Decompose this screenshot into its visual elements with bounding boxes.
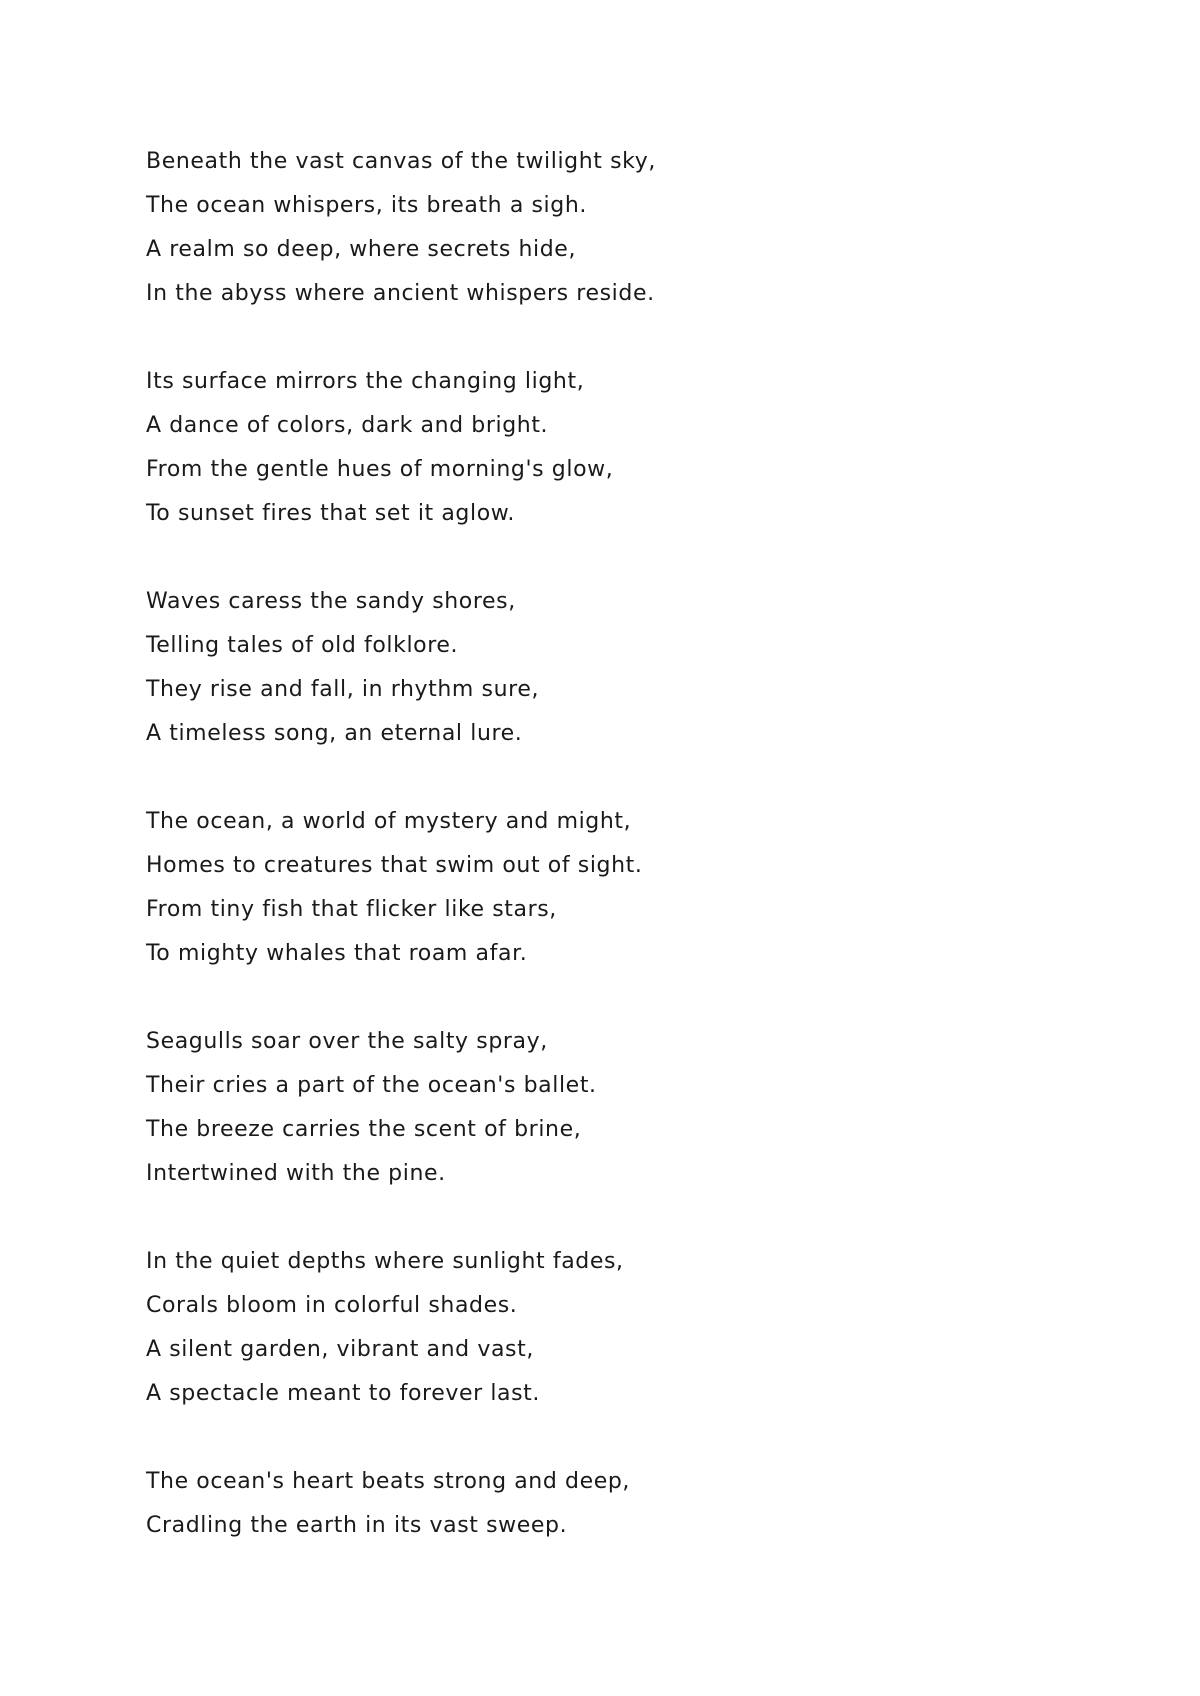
poem-line: Seagulls soar over the salty spray, — [146, 1029, 548, 1054]
poem-line: A timeless song, an eternal lure. — [146, 721, 523, 746]
poem-line: Telling tales of old folklore. — [146, 633, 459, 658]
poem-line: Their cries a part of the ocean's ballet. — [146, 1073, 597, 1098]
poem-line: A realm so deep, where secrets hide, — [146, 237, 577, 262]
stanza-2 — [146, 360, 1106, 536]
poem-line: Corals bloom in colorful shades. — [146, 1293, 518, 1318]
stanza-1 — [146, 140, 1106, 316]
stanza-6 — [146, 1240, 1106, 1416]
poem-line: From the gentle hues of morning's glow, — [146, 457, 614, 482]
poem-line: Cradling the earth in its vast sweep. — [146, 1513, 568, 1538]
poem-line: In the abyss where ancient whispers reside. — [146, 281, 655, 306]
poem-line: Homes to creatures that swim out of sight. — [146, 853, 643, 878]
poem-line: The ocean's heart beats strong and deep, — [146, 1469, 631, 1494]
poem-line: Waves caress the sandy shores, — [146, 589, 516, 614]
poem-line: To mighty whales that roam afar. — [146, 941, 528, 966]
poem-line: A silent garden, vibrant and vast, — [146, 1337, 534, 1362]
poem-line: The ocean, a world of mystery and might, — [146, 809, 632, 834]
stanza-7 — [146, 1460, 1106, 1548]
poem-line: A dance of colors, dark and bright. — [146, 413, 549, 438]
poem-line: Intertwined with the pine. — [146, 1161, 446, 1186]
poem-line: They rise and fall, in rhythm sure, — [146, 677, 540, 702]
poem-line: Beneath the vast canvas of the twilight sky, — [146, 149, 656, 174]
stanza-5 — [146, 1020, 1106, 1196]
poem-line: In the quiet depths where sunlight fades, — [146, 1249, 624, 1274]
poem-line: The breeze carries the scent of brine, — [146, 1117, 582, 1142]
stanza-3 — [146, 580, 1106, 756]
poem-line: Its surface mirrors the changing light, — [146, 369, 585, 394]
poem-line: To sunset fires that set it aglow. — [146, 501, 515, 526]
poem-line: The ocean whispers, its breath a sigh. — [146, 193, 587, 218]
poem-line: From tiny fish that flicker like stars, — [146, 897, 557, 922]
poem-body — [146, 140, 1106, 1592]
stanza-4 — [146, 800, 1106, 976]
poem-line: A spectacle meant to forever last. — [146, 1381, 541, 1406]
